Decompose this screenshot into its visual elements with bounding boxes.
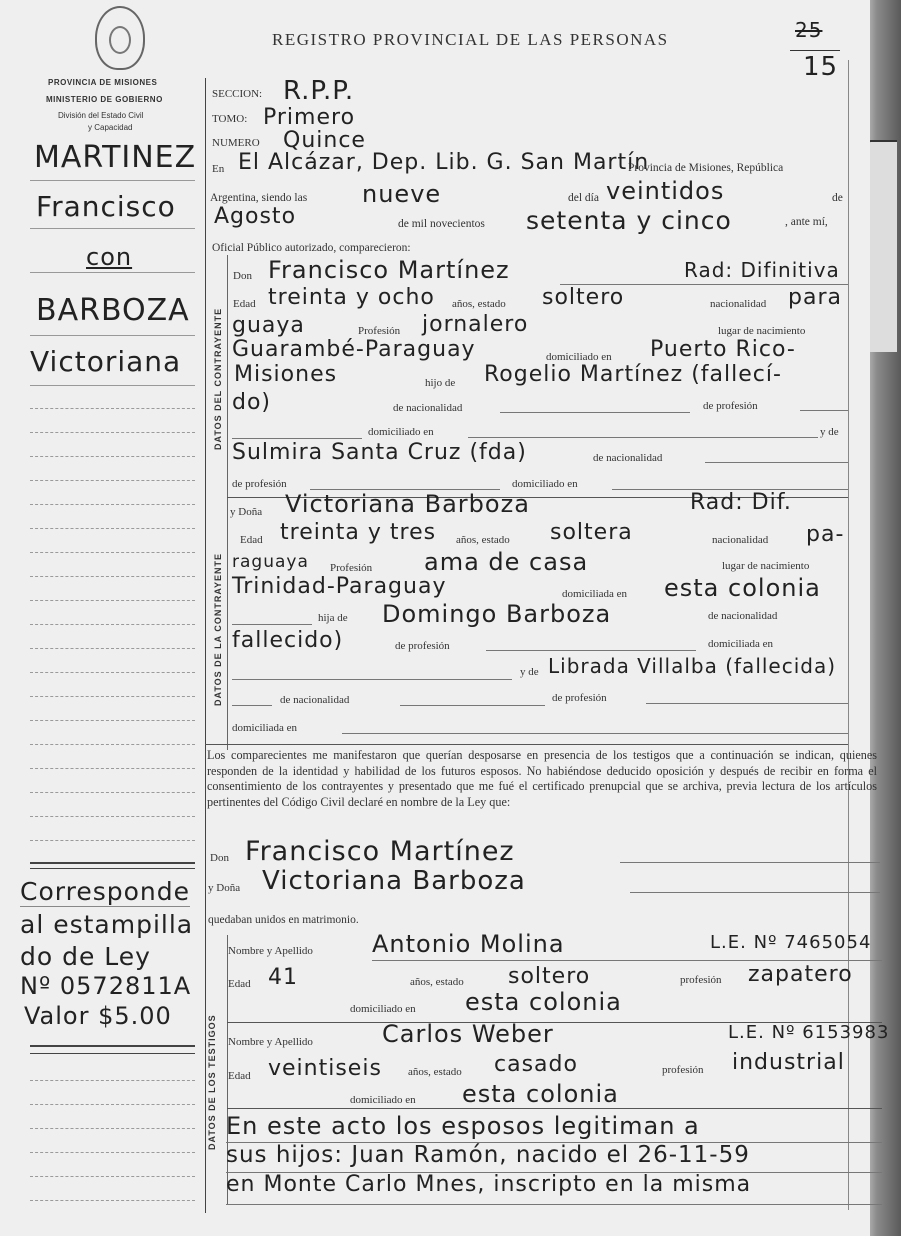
- margin-firstname-groom: Francisco: [36, 190, 176, 223]
- groom-lugar: Guarambé-Paraguay: [232, 337, 476, 362]
- groom-father-2: do): [232, 390, 272, 415]
- groom-nacionalidad-2: guaya: [232, 313, 305, 338]
- month-value: Agosto: [214, 204, 297, 229]
- groom-mother: Sulmira Santa Cruz (fda): [232, 440, 527, 465]
- father-domiciliado-label: domiciliado en: [368, 426, 434, 438]
- letterhead-division: División del Estado Civil: [58, 111, 144, 120]
- bride-lugar: Trinidad-Paraguay: [232, 574, 447, 599]
- bride-domicilio: esta colonia: [664, 574, 821, 602]
- w1-domicilio: esta colonia: [465, 988, 622, 1016]
- bride-mother-profesion-label: de profesión: [552, 692, 607, 704]
- stamp-note-line3: do de Ley: [20, 942, 151, 971]
- dona-label: y Doña: [230, 506, 263, 518]
- de-mil-text: de mil novecientos: [398, 218, 485, 230]
- bride-edad-label: Edad: [240, 534, 263, 546]
- w2-domiciliado-label: domiciliado en: [350, 1094, 416, 1106]
- note-line3: en Monte Carlo Mnes, inscripto en la misma: [226, 1172, 752, 1197]
- bride-lugar-label: lugar de nacimiento: [722, 560, 810, 572]
- page-number: 15: [803, 52, 839, 82]
- groom-section-label: DATOS DEL CONTRAYENTE: [213, 307, 223, 450]
- profesion-label: Profesión: [358, 325, 401, 337]
- w1-anos-estado-label: años, estado: [410, 976, 464, 988]
- declaration-text: Los comparecientes me manifestaron que querían desposarse en presencia de los testigos que a continuación se indican, quienes responden de la identidad y habilidad de los futuros esposos. No habiéndose deducido oposición y después de recibir en forma el consentimiento de los contrayentes y presentado que me fué el certificado prenupcial que se archiva, previa lectura de los artículos pertinentes del Código Civil declaré en nombre de la Ley que:: [207, 748, 877, 809]
- w1-le: L.E. Nº 7465054: [710, 932, 872, 953]
- w2-edad-label: Edad: [228, 1070, 251, 1082]
- bride-section-label: DATOS DE LA CONTRAYENTE: [213, 552, 223, 706]
- groom-rad: Rad: Difinitiva: [684, 258, 840, 282]
- witnesses-section-label: DATOS DE LOS TESTIGOS: [207, 1014, 217, 1150]
- bride-domiciliada-label: domiciliada en: [562, 588, 628, 600]
- w1-nombre-label: Nombre y Apellido: [228, 945, 313, 957]
- de-text: de: [832, 192, 843, 204]
- letterhead-ministry: MINISTERIO DE GOBIERNO: [46, 95, 163, 104]
- page-number-crossed: 25: [795, 18, 823, 42]
- decl-closing: quedaban unidos en matrimonio.: [208, 914, 359, 926]
- bride-estado: soltera: [550, 520, 633, 545]
- bride-father: Domingo Barboza: [382, 600, 612, 628]
- hour-value: nueve: [362, 180, 442, 208]
- letterhead-capacity: y Capacidad: [88, 123, 133, 132]
- bride-nacionalidad-label: nacionalidad: [712, 534, 769, 546]
- nacionalidad-label: nacionalidad: [710, 298, 767, 310]
- seccion-label: SECCION:: [212, 88, 263, 100]
- argentina-text: Argentina, siendo las: [210, 192, 308, 204]
- groom-nacionalidad-1: para: [788, 285, 842, 310]
- bride-y-de-label: y de: [520, 666, 539, 678]
- w2-profesion-label: profesión: [662, 1064, 704, 1076]
- margin-con: con: [86, 243, 133, 271]
- w1-name: Antonio Molina: [372, 930, 565, 958]
- w2-domicilio: esta colonia: [462, 1080, 619, 1108]
- groom-estado: soltero: [542, 285, 625, 310]
- note-line2: sus hijos: Juan Ramón, nacido el 26-11-59: [226, 1142, 750, 1168]
- w2-name: Carlos Weber: [382, 1020, 554, 1048]
- register-title: REGISTRO PROVINCIAL DE LAS PERSONAS: [272, 30, 669, 49]
- letterhead-province: PROVINCIA DE MISIONES: [48, 78, 158, 87]
- ante-mi-text: , ante mí,: [785, 216, 828, 228]
- mother-domiciliado-label: domiciliado en: [512, 478, 578, 490]
- place-value: El Alcázar, Dep. Lib. G. San Martín: [238, 150, 650, 175]
- provincia-text: Provincia de Misiones, República: [628, 162, 784, 174]
- note-line1: En este acto los esposos legitiman a: [226, 1112, 700, 1140]
- groom-domicilio-2: Misiones: [234, 362, 338, 387]
- stamp-note-line1: Corresponde: [20, 877, 190, 906]
- oficial-text: Oficial Público autorizado, comparecieron:: [212, 242, 411, 254]
- decl-dona-label: y Doña: [208, 882, 241, 894]
- hija-label: hija de: [318, 612, 348, 624]
- w1-estado: soltero: [508, 964, 591, 989]
- decl-bride-name: Victoriana Barboza: [262, 866, 526, 896]
- w2-nombre-label: Nombre y Apellido: [228, 1036, 313, 1048]
- groom-father-1: Rogelio Martínez (fallecí-: [484, 362, 782, 387]
- bride-father-nacionalidad-label: de nacionalidad: [708, 610, 778, 622]
- father-profesion-label: de profesión: [703, 400, 758, 412]
- decl-don-label: Don: [210, 852, 229, 864]
- edad-label: Edad: [233, 298, 256, 310]
- w2-estado: casado: [494, 1052, 578, 1077]
- anos-estado-label: años, estado: [452, 298, 506, 310]
- bride-edad: treinta y tres: [280, 520, 437, 545]
- del-dia-text: del día: [568, 192, 599, 204]
- don-label: Don: [233, 270, 252, 282]
- groom-profesion: jornalero: [422, 312, 529, 337]
- w2-edad: veintiseis: [268, 1056, 382, 1081]
- bride-mother-nacionalidad-label: de nacionalidad: [280, 694, 350, 706]
- numero-value: Quince: [283, 128, 366, 153]
- tomo-value: Primero: [263, 105, 356, 130]
- w2-le: L.E. Nº 6153983: [728, 1022, 890, 1043]
- domiciliado-label: domiciliado en: [546, 351, 612, 363]
- tomo-label: TOMO:: [212, 113, 248, 125]
- bride-rad: Rad: Dif.: [690, 490, 792, 515]
- groom-name: Francisco Martínez: [268, 256, 510, 284]
- bride-mother: Librada Villalba (fallecida): [548, 654, 837, 678]
- w1-profesion-label: profesión: [680, 974, 722, 986]
- stamp-note-line4: Nº 0572811A: [20, 972, 192, 1000]
- bride-father-status: fallecido): [232, 628, 344, 653]
- lugar-label: lugar de nacimiento: [718, 325, 806, 337]
- w2-anos-estado-label: años, estado: [408, 1066, 462, 1078]
- margin-surname-bride: BARBOZA: [36, 293, 190, 328]
- bride-father-domiciliada-label: domiciliada en: [708, 638, 774, 650]
- w1-edad-label: Edad: [228, 978, 251, 990]
- stamp-note-line2: al estampilla: [20, 910, 194, 939]
- bride-nacionalidad-2: raguaya: [232, 552, 309, 572]
- bride-anos-estado-label: años, estado: [456, 534, 510, 546]
- bride-profesion-label: Profesión: [330, 562, 373, 574]
- numero-label: NUMERO: [212, 137, 260, 149]
- margin-surname-groom: MARTINEZ: [34, 140, 197, 175]
- coat-of-arms-icon: [95, 6, 145, 70]
- w1-edad: 41: [268, 965, 298, 990]
- mother-profesion-label: de profesión: [232, 478, 287, 490]
- mother-nacionalidad-label: de nacionalidad: [593, 452, 663, 464]
- bride-name: Victoriana Barboza: [285, 490, 530, 518]
- hijo-label: hijo de: [425, 377, 456, 389]
- bride-profesion: ama de casa: [424, 548, 589, 576]
- en-label: En: [212, 163, 225, 175]
- day-value: veintidos: [606, 177, 725, 205]
- groom-edad: treinta y ocho: [268, 285, 435, 310]
- w1-domiciliado-label: domiciliado en: [350, 1003, 416, 1015]
- decl-groom-name: Francisco Martínez: [245, 836, 515, 867]
- father-nacionalidad-label: de nacionalidad: [393, 402, 463, 414]
- w1-profesion: zapatero: [748, 962, 853, 987]
- margin-firstname-bride: Victoriana: [30, 345, 182, 378]
- margin-divider: [205, 78, 206, 1213]
- groom-domicilio-1: Puerto Rico-: [650, 337, 796, 362]
- seccion-value: R.P.P.: [283, 76, 355, 106]
- year-value: setenta y cinco: [526, 206, 732, 235]
- bride-father-profesion-label: de profesión: [395, 640, 450, 652]
- y-de-label: y de: [820, 426, 839, 438]
- stamp-note-line5: Valor $5.00: [24, 1002, 172, 1030]
- bride-mother-domiciliada-label: domiciliada en: [232, 722, 298, 734]
- bride-nacionalidad-1: pa-: [806, 522, 845, 547]
- w2-profesion: industrial: [732, 1050, 845, 1075]
